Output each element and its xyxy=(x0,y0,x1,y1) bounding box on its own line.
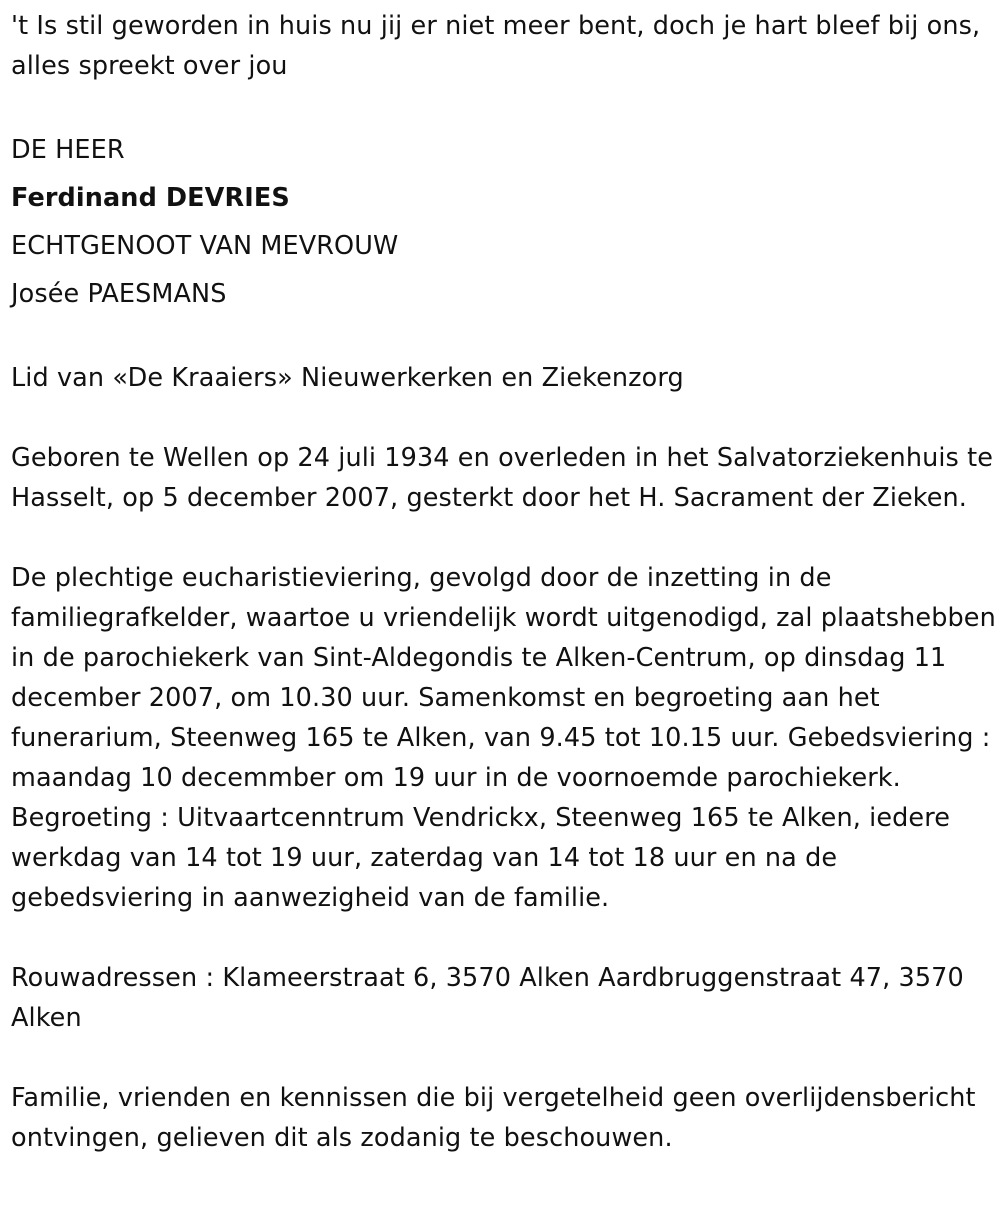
spacer xyxy=(11,318,1000,358)
honorific-title: DE HEER xyxy=(11,135,125,165)
membership-text: Lid van «De Kraaiers» Nieuwerkerken en Ziekenzorg xyxy=(11,363,684,393)
birth-death-text: Geboren te Wellen op 24 juli 1934 en overleden in het Salvatorziekenhuis te Hasselt, op 5 december 2007, gesterkt door het H. Sacrament der Zieken. xyxy=(11,443,994,513)
opening-quote: 't Is stil geworden in huis nu jij er niet meer bent, doch je hart bleef bij ons, alles spreekt over jou xyxy=(11,11,981,81)
closing-text: Familie, vrienden en kennissen die bij vergetelheid geen overlijdensbericht ontvingen, gelieven dit als zodanig te beschouwen. xyxy=(11,1083,976,1153)
deceased-block xyxy=(11,126,1000,318)
spouse-label: ECHTGENOOT VAN MEVROUW xyxy=(11,231,399,261)
spacer xyxy=(11,398,1000,438)
spacer xyxy=(11,1038,1000,1078)
mourning-addresses: Rouwadressen : Klameerstraat 6, 3570 Alken Aardbruggenstraat 47, 3570 Alken xyxy=(11,963,964,1033)
spouse-name: Josée PAESMANS xyxy=(11,279,227,309)
deceased-name: Ferdinand DEVRIES xyxy=(11,183,290,213)
spacer xyxy=(11,918,1000,958)
spacer xyxy=(11,86,1000,126)
ceremony-text: De plechtige eucharistieviering, gevolgd door de inzetting in de familiegrafkelder, waartoe u vriendelijk wordt uitgenodigd, zal plaatshebben in de parochiekerk van Sint-Aldegondis te Alken-Centrum, op dinsdag 11 december 2007, om 10.30 uur. Samenkomst en begroeting aan het funerarium, Steenweg 165 te Alken, van 9.45 tot 10.15 uur. Gebedsviering : maandag 10 decemmber om 19 uur in de voornoemde parochiekerk. Begroeting : Uitvaartcenntrum Vendrickx, Steenweg 165 te Alken, iedere werkdag van 14 tot 19 uur, zaterdag van 14 tot 18 uur en na de gebedsviering in aanwezigheid van de familie. xyxy=(11,563,996,913)
spacer xyxy=(11,518,1000,558)
